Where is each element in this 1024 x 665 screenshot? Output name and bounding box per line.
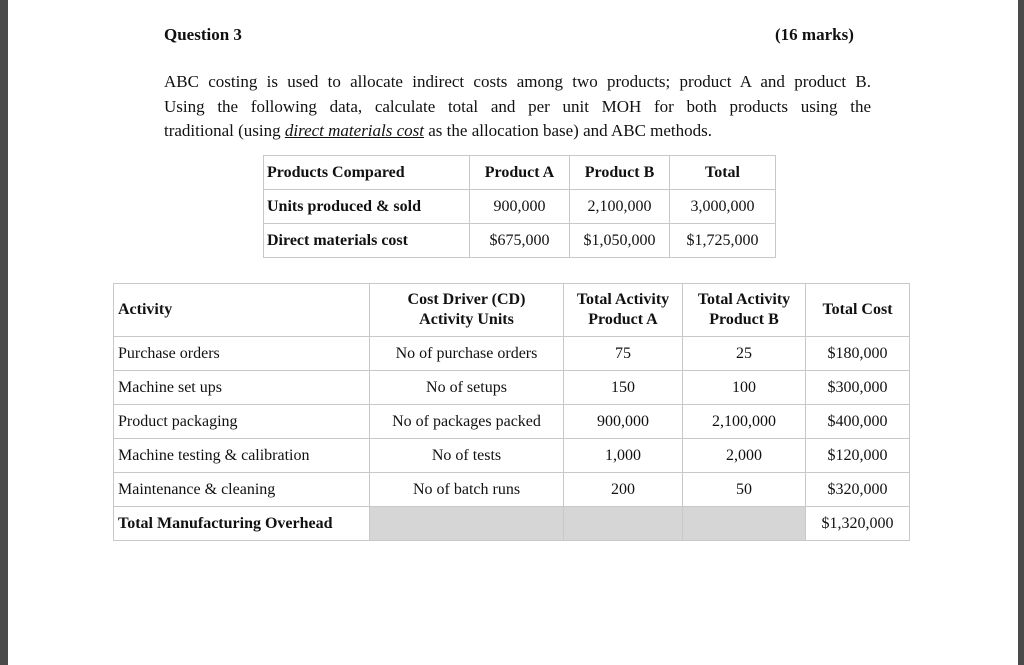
question-marks: (16 marks) [775,25,854,44]
activity-row [114,337,910,371]
activity-product-b: 2,000 [683,439,806,473]
shaded-cell [564,507,683,541]
activity-product-b: 100 [683,371,806,405]
activity-row [114,405,910,439]
intro-line-3-pre: traditional (using [164,121,285,140]
products-row-label: Direct materials cost [264,224,470,258]
activity-total-cost: $400,000 [806,405,910,439]
activity-row [114,371,910,405]
product-b-header-line2: Product B [709,311,779,328]
question-title: Question 3 [164,25,242,44]
products-table [263,155,776,258]
products-header-cell: Total [670,156,776,190]
activity-driver: No of purchase orders [370,337,564,371]
activity-product-b: 25 [683,337,806,371]
activity-name: Machine set ups [114,371,370,405]
activity-total-cost: $180,000 [806,337,910,371]
question-intro [164,70,871,144]
activity-table [113,283,910,541]
activity-row [114,473,910,507]
activity-total-cost: $120,000 [806,439,910,473]
shaded-cell [683,507,806,541]
activity-header-row [114,284,910,337]
total-overhead-label: Total Manufacturing Overhead [114,507,370,541]
activity-name: Purchase orders [114,337,370,371]
intro-line-2: Using the following data, calculate total and per unit MOH for both products using the [164,96,871,116]
products-cell: $1,050,000 [570,224,670,258]
activity-name: Product packaging [114,405,370,439]
products-cell: $1,725,000 [670,224,776,258]
intro-line-3 [164,119,871,144]
products-header-cell: Products Compared [264,156,470,190]
products-header-cell: Product A [470,156,570,190]
activity-product-b: 50 [683,473,806,507]
page-edge-right [1018,0,1024,665]
activity-driver: No of setups [370,371,564,405]
products-cell: $675,000 [470,224,570,258]
total-overhead-value: $1,320,000 [806,507,910,541]
activity-product-a: 200 [564,473,683,507]
total-overhead-row [114,507,910,541]
products-row-label: Units produced & sold [264,190,470,224]
intro-line-3-post: as the allocation base) and ABC methods. [424,121,713,140]
products-row [264,190,776,224]
products-cell: 3,000,000 [670,190,776,224]
driver-header-line2: Activity Units [419,311,514,328]
activity-header-cell: Activity [114,284,370,337]
activity-total-cost: $320,000 [806,473,910,507]
product-a-header-line1: Total Activity [576,291,670,308]
product-b-header-cell [683,284,806,337]
activity-product-a: 900,000 [564,405,683,439]
activity-total-cost: $300,000 [806,371,910,405]
activity-product-b: 2,100,000 [683,405,806,439]
activity-row [114,439,910,473]
activity-product-a: 1,000 [564,439,683,473]
products-header-cell: Product B [570,156,670,190]
total-cost-header-cell: Total Cost [806,284,910,337]
activity-name: Machine testing & calibration [114,439,370,473]
products-cell: 2,100,000 [570,190,670,224]
products-header-row [264,156,776,190]
product-a-header-cell [564,284,683,337]
intro-emphasis: direct materials cost [284,121,425,140]
intro-line-1: ABC costing is used to allocate indirect costs among two products; product A and product B. [164,72,871,91]
product-a-header-line2: Product A [588,311,658,328]
activity-name: Maintenance & cleaning [114,473,370,507]
products-row [264,224,776,258]
driver-header-cell [370,284,564,337]
products-cell: 900,000 [470,190,570,224]
activity-product-a: 75 [564,337,683,371]
shaded-cell [370,507,564,541]
activity-driver: No of packages packed [370,405,564,439]
activity-driver: No of tests [370,439,564,473]
page-edge-left [0,0,8,665]
driver-header-line1: Cost Driver (CD) [407,291,526,308]
activity-product-a: 150 [564,371,683,405]
activity-driver: No of batch runs [370,473,564,507]
product-b-header-line1: Total Activity [697,291,791,308]
